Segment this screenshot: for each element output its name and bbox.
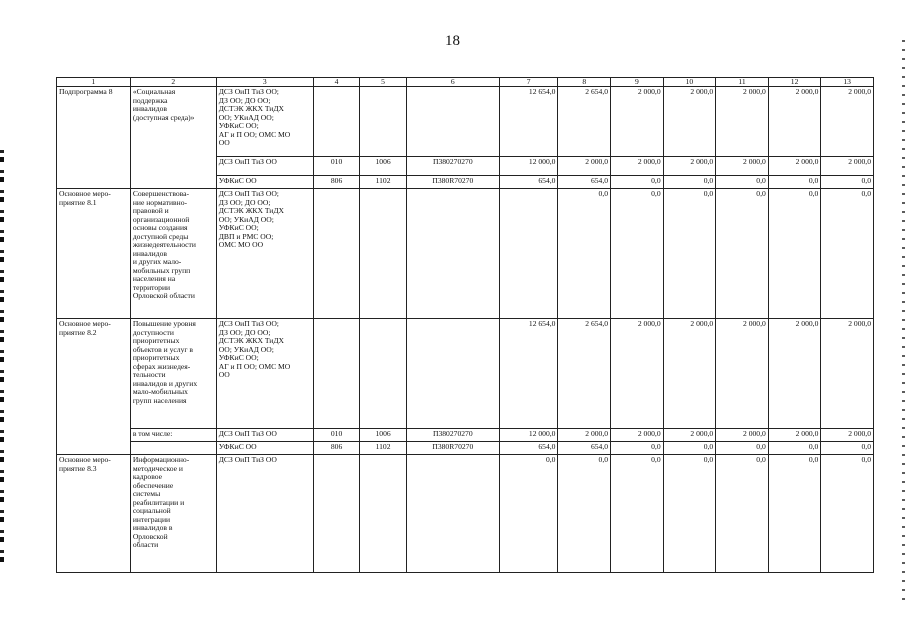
value-cell: 654,0 bbox=[499, 176, 558, 189]
value-cell: 2 000,0 bbox=[821, 429, 874, 442]
value-cell: 2 000,0 bbox=[663, 429, 716, 442]
value-cell: 2 000,0 bbox=[663, 157, 716, 176]
value-cell: 12 654,0 bbox=[499, 319, 558, 429]
value-cell: 654,0 bbox=[558, 442, 611, 455]
value-cell: 2 000,0 bbox=[558, 157, 611, 176]
target-code: П380270270 bbox=[406, 157, 499, 176]
value-cell: 2 000,0 bbox=[558, 429, 611, 442]
value-cell: 0,0 bbox=[611, 176, 664, 189]
value-cell: 2 000,0 bbox=[611, 157, 664, 176]
col-header: 9 bbox=[611, 78, 664, 87]
value-cell: 2 000,0 bbox=[716, 87, 769, 157]
value-cell: 0,0 bbox=[663, 176, 716, 189]
row-executor: ДСЗ ОиП ТиЗ ОО bbox=[216, 157, 313, 176]
row-name: Основное меро- приятие 8.2 bbox=[57, 319, 131, 455]
col-header: 2 bbox=[130, 78, 216, 87]
value-cell: 0,0 bbox=[821, 442, 874, 455]
value-cell: 2 000,0 bbox=[716, 319, 769, 429]
value-cell: 2 000,0 bbox=[821, 157, 874, 176]
value-cell: 0,0 bbox=[611, 455, 664, 573]
col-header: 4 bbox=[313, 78, 360, 87]
value-cell: 0,0 bbox=[716, 455, 769, 573]
value-cell: 654,0 bbox=[558, 176, 611, 189]
value-cell: 2 000,0 bbox=[768, 157, 821, 176]
row-executors: ДСЗ ОиП ТиЗ ОО bbox=[216, 455, 313, 573]
col-header: 10 bbox=[663, 78, 716, 87]
grbs-code: 806 bbox=[313, 176, 360, 189]
row-title: Информационно- методическое и кадровое обеспечение системы реабилитации и социальной интеграции инвалидов в Орловской области bbox=[130, 455, 216, 573]
value-cell: 0,0 bbox=[663, 455, 716, 573]
col-header: 3 bbox=[216, 78, 313, 87]
value-cell: 0,0 bbox=[716, 176, 769, 189]
col-header: 11 bbox=[716, 78, 769, 87]
value-cell: 0,0 bbox=[768, 442, 821, 455]
grbs-code: 806 bbox=[313, 442, 360, 455]
value-cell: 12 654,0 bbox=[499, 87, 558, 157]
value-cell: 0,0 bbox=[821, 189, 874, 319]
grbs-code: 010 bbox=[313, 157, 360, 176]
value-cell: 0,0 bbox=[821, 455, 874, 573]
col-header: 5 bbox=[360, 78, 407, 87]
row-name: Основное меро- приятие 8.3 bbox=[57, 455, 131, 573]
value-cell: 654,0 bbox=[499, 442, 558, 455]
value-cell: 2 000,0 bbox=[821, 87, 874, 157]
page-number: 18 bbox=[445, 33, 460, 49]
col-header: 13 bbox=[821, 78, 874, 87]
col-header: 8 bbox=[558, 78, 611, 87]
value-cell: 2 000,0 bbox=[821, 319, 874, 429]
row-executor: УФКиС ОО bbox=[216, 442, 313, 455]
value-cell: 0,0 bbox=[499, 455, 558, 573]
target-code: П380R70270 bbox=[406, 442, 499, 455]
value-cell: 0,0 bbox=[716, 189, 769, 319]
value-cell: 2 654,0 bbox=[558, 87, 611, 157]
value-cell: 2 000,0 bbox=[716, 429, 769, 442]
row-name: Подпрограмма 8 bbox=[57, 87, 131, 189]
target-code: П380270270 bbox=[406, 429, 499, 442]
value-cell: 2 000,0 bbox=[663, 87, 716, 157]
row-title: Повышение уровня доступности приоритетных объектов и услуг в приоритетных сферах жизнедея- тельности инвалидов и других мало-мобильных групп населения bbox=[130, 319, 216, 429]
value-cell: 12 000,0 bbox=[499, 429, 558, 442]
value-cell: 2 000,0 bbox=[716, 157, 769, 176]
value-cell: 0,0 bbox=[663, 189, 716, 319]
table-row bbox=[57, 429, 874, 442]
table-row bbox=[57, 319, 874, 429]
value-cell: 2 000,0 bbox=[611, 87, 664, 157]
section-code: 1102 bbox=[360, 176, 407, 189]
target-code: П380R70270 bbox=[406, 176, 499, 189]
value-cell: 12 000,0 bbox=[499, 157, 558, 176]
value-cell: 2 654,0 bbox=[558, 319, 611, 429]
row-executors: ДСЗ ОиП ТиЗ ОО; ДЗ ОО; ДО ОО; ДСТЭК ЖКХ ТиДХ ОО; УКиАД ОО; УФКиС ОО; ДВП и РМС ОО; ОМС МО ОО bbox=[216, 189, 313, 319]
table-row bbox=[57, 87, 874, 157]
table-row bbox=[57, 455, 874, 573]
value-cell: 0,0 bbox=[663, 442, 716, 455]
section-code: 1006 bbox=[360, 157, 407, 176]
column-number-row bbox=[57, 78, 874, 87]
row-title: «Социальная поддержка инвалидов (доступная среда)» bbox=[130, 87, 216, 189]
value-cell: 2 000,0 bbox=[663, 319, 716, 429]
value-cell: 0,0 bbox=[768, 455, 821, 573]
value-cell: 0,0 bbox=[558, 189, 611, 319]
row-executors: ДСЗ ОиП ТиЗ ОО; ДЗ ОО; ДО ОО; ДСТЭК ЖКХ ТиДХ ОО; УКиАД ОО; УФКиС ОО; АГ и П ОО; ОМС МО ОО bbox=[216, 87, 313, 157]
section-code: 1006 bbox=[360, 429, 407, 442]
value-cell: 2 000,0 bbox=[768, 87, 821, 157]
value-cell: 0,0 bbox=[611, 189, 664, 319]
row-title: Совершенствова- ние нормативно- правовой и организационной основы создания доступной среды жизнедеятельности инвалидов и других мало- мобильных групп населения на территории Орловской области bbox=[130, 189, 216, 319]
program-table bbox=[56, 77, 874, 573]
col-header: 12 bbox=[768, 78, 821, 87]
col-header: 6 bbox=[406, 78, 499, 87]
row-executor: ДСЗ ОиП ТиЗ ОО bbox=[216, 429, 313, 442]
section-code: 1102 bbox=[360, 442, 407, 455]
value-cell: 0,0 bbox=[768, 176, 821, 189]
value-cell: 2 000,0 bbox=[768, 429, 821, 442]
including-label: в том числе: bbox=[130, 429, 216, 442]
scan-edge-left bbox=[0, 150, 4, 570]
row-name: Основное меро- приятие 8.1 bbox=[57, 189, 131, 319]
table-row bbox=[57, 442, 874, 455]
value-cell: 0,0 bbox=[821, 176, 874, 189]
value-cell: 0,0 bbox=[716, 442, 769, 455]
grbs-code: 010 bbox=[313, 429, 360, 442]
col-header: 1 bbox=[57, 78, 131, 87]
value-cell: 2 000,0 bbox=[768, 319, 821, 429]
value-cell: 2 000,0 bbox=[611, 429, 664, 442]
value-cell: 0,0 bbox=[611, 442, 664, 455]
value-cell: 2 000,0 bbox=[611, 319, 664, 429]
value-cell: 0,0 bbox=[768, 189, 821, 319]
col-header: 7 bbox=[499, 78, 558, 87]
row-executors: ДСЗ ОиП ТиЗ ОО; ДЗ ОО; ДО ОО; ДСТЭК ЖКХ ТиДХ ОО; УКиАД ОО; УФКиС ОО; АГ и П ОО; ОМС МО ОО bbox=[216, 319, 313, 429]
row-executor: УФКиС ОО bbox=[216, 176, 313, 189]
table-row bbox=[57, 189, 874, 319]
value-cell: 0,0 bbox=[558, 455, 611, 573]
